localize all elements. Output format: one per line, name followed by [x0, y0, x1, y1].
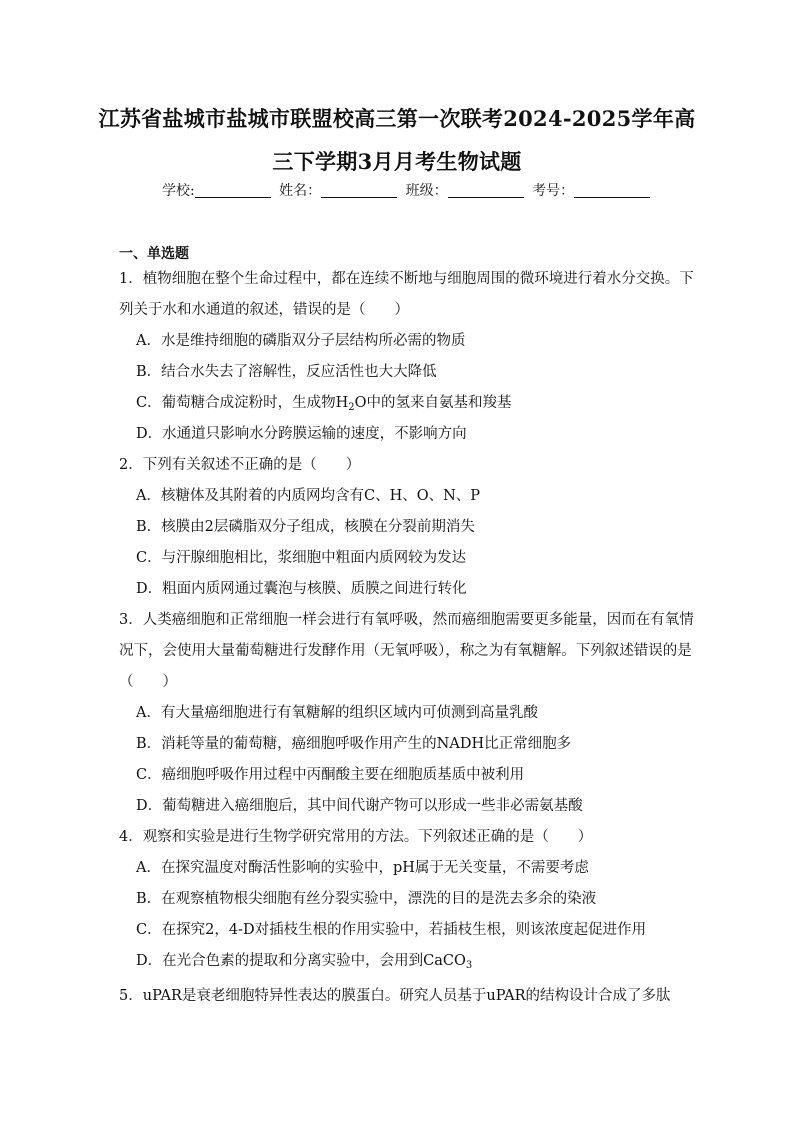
q4-option-a[interactable]: A．在探究温度对酶活性影响的实验中，pH属于无关变量，不需要考虑	[136, 860, 589, 876]
q4-option-b[interactable]: B．在观察植物根尖细胞有丝分裂实验中，漂洗的目的是洗去多余的染液	[136, 891, 597, 907]
exam-number-blank[interactable]	[574, 183, 650, 198]
q3-option-b[interactable]: B．消耗等量的葡萄糖，癌细胞呼吸作用产生的NADH比正常细胞多	[136, 736, 572, 752]
q1-option-d[interactable]: D．水通道只影响水分跨膜运输的速度，不影响方向	[136, 426, 467, 442]
q2-option-a[interactable]: A．核糖体及其附着的内质网均含有C、H、O、N、P	[136, 488, 481, 504]
q3-stem-line1: 3．人类癌细胞和正常细胞一样会进行有氧呼吸，然而癌细胞需要更多能量，因而在有氧情	[119, 612, 694, 628]
q1-option-c[interactable]	[136, 393, 512, 413]
q1-option-b[interactable]: B．结合水失去了溶解性，反应活性也大大降低	[136, 364, 437, 380]
q4-option-d[interactable]	[136, 951, 472, 971]
q3-option-c[interactable]: C．癌细胞呼吸作用过程中丙酮酸主要在细胞质基质中被利用	[136, 767, 525, 783]
student-info-row	[162, 180, 654, 200]
q1-stem-line1: 1．植物细胞在整个生命过程中，都在连续不断地与细胞周围的微环境进行着水分交换。下	[119, 271, 694, 287]
q4-option-c[interactable]: C．在探究2，4-D对插枝生根的作用实验中，若插枝生根，则该浓度起促进作用	[136, 922, 647, 938]
q2-option-c[interactable]: C．与汗腺细胞相比，浆细胞中粗面内质网较为发达	[136, 550, 467, 566]
q1-option-c-text: C．葡萄糖合成淀粉时，生成物H	[136, 395, 349, 411]
q4-option-d-text: D．在光合色素的提取和分离实验中，会用到CaCO	[136, 953, 466, 969]
section-heading: 一、单选题	[119, 246, 189, 262]
q2-option-b[interactable]: B．核膜由2层磷脂双分子组成，核膜在分裂前期消失	[136, 519, 475, 535]
q3-option-d[interactable]: D．葡萄糖进入癌细胞后，其中间代谢产物可以形成一些非必需氨基酸	[136, 798, 583, 814]
school-blank[interactable]	[195, 183, 271, 198]
q1-stem-line2: 列关于水和水通道的叙述，错误的是（ ）	[119, 302, 409, 318]
q5-stem-line1: 5．uPAR是衰老细胞特异性表达的膜蛋白。研究人员基于uPAR的结构设计合成了多肽	[119, 988, 671, 1004]
q3-stem-line3: （ ）	[119, 674, 177, 690]
q1-option-c-text-end: O中的氢来自氨基和羧基	[354, 395, 512, 411]
q1-option-a[interactable]: A．水是维持细胞的磷脂双分子层结构所必需的物质	[136, 333, 466, 349]
q1-option-c-subscript: 2	[348, 402, 355, 413]
q2-stem-line1: 2．下列有关叙述不正确的是（ ）	[119, 457, 361, 473]
exam-number-label: 考号：	[532, 183, 575, 199]
q4-stem-line1: 4．观察和实验是进行生物学研究常用的方法。下列叙述正确的是（ ）	[119, 829, 593, 845]
q3-stem-line2: 况下，会使用大量葡萄糖进行发酵作用（无氧呼吸），称之为有氧糖解。下列叙述错误的是	[119, 643, 692, 659]
school-label: 学校:	[162, 183, 195, 199]
q4-option-d-subscript: 3	[465, 960, 473, 971]
exam-title-line1: 江苏省盐城市盐城市联盟校高三第一次联考2024-2025学年高	[98, 106, 696, 131]
name-blank[interactable]	[321, 183, 397, 198]
class-blank[interactable]	[448, 183, 524, 198]
exam-title-line2: 三下学期3月月考生物试题	[272, 149, 522, 174]
q3-option-a[interactable]: A．有大量癌细胞进行有氧糖解的组织区域内可侦测到高量乳酸	[136, 705, 538, 721]
q2-option-d[interactable]: D．粗面内质网通过囊泡与核膜、质膜之间进行转化	[136, 581, 467, 597]
name-label: 姓名：	[279, 183, 322, 199]
class-label: 班级：	[405, 183, 448, 199]
